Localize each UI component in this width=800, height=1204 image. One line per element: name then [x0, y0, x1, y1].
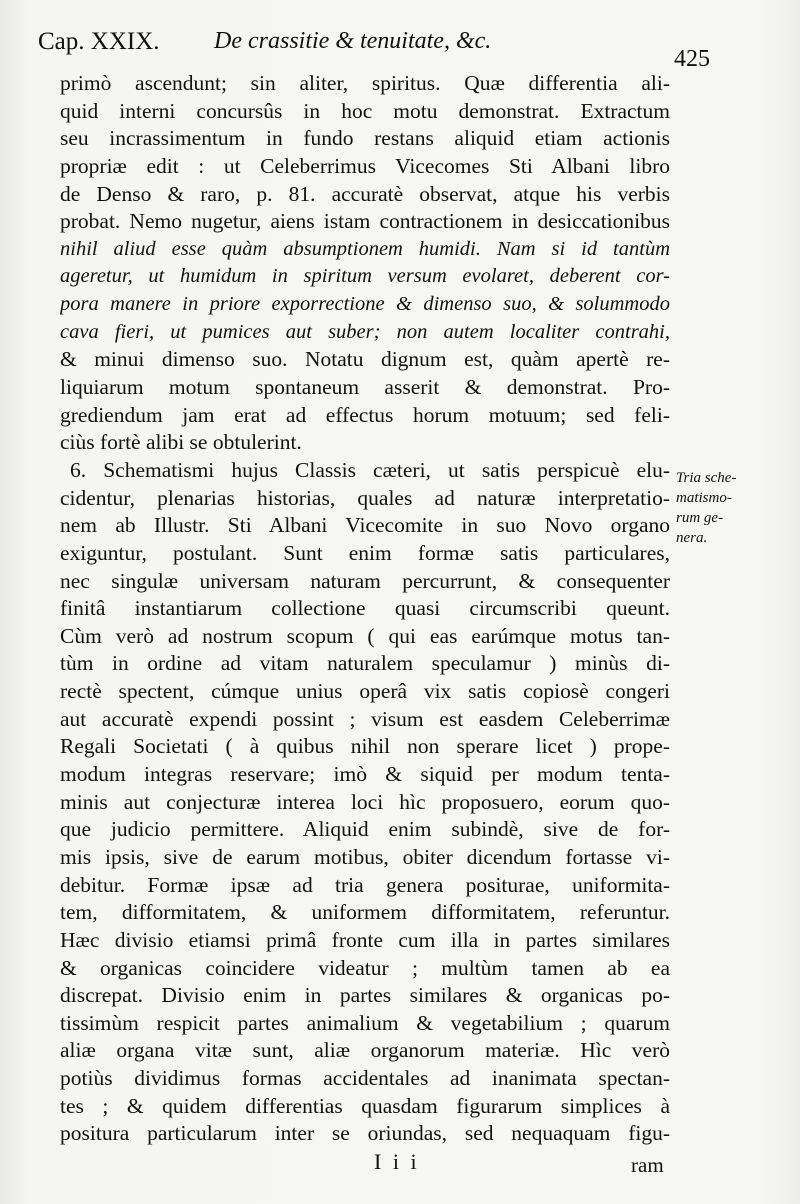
text-line: Cùm verò ad nostrum scopum ( qui eas earúmque motus tan-: [60, 623, 670, 648]
margin-note-line: matismo-: [676, 490, 732, 506]
chapter-label: Cap. XXIX.: [38, 28, 160, 55]
text-line: que judicio permittere. Aliquid enim subindè, sive de for-: [60, 817, 670, 842]
page-footer: [0, 1149, 800, 1179]
catchword: ram: [631, 1153, 664, 1177]
text-line: 6. Schematismi hujus Classis cæteri, ut satis perspicuè elu-: [70, 457, 670, 482]
body-text: [60, 70, 670, 1148]
text-line: modum integras reservare; imò & siquid per modum tenta-: [60, 762, 670, 787]
text-line: probat. Nemo nugetur, aiens istam contractionem in desiccationibus: [60, 209, 670, 234]
text-line: aut accuratè expendi possint ; visum est easdem Celeberrimæ: [60, 706, 670, 731]
text-line: Regali Societati ( à quibus nihil non sperare licet ) prope-: [60, 734, 670, 759]
text-line: tissimùm respicit partes animalium & vegetabilium ; quarum: [60, 1010, 670, 1035]
text-line: grediendum jam erat ad effectus horum motuum; sed feli-: [60, 402, 670, 427]
text-line: cidentur, plenarias historias, quales ad naturæ interpretatio-: [60, 485, 670, 510]
text-line: exiguntur, postulant. Sunt enim formæ satis particulares,: [60, 540, 670, 565]
text-line: quid interni concursûs in hoc motu demonstrat. Extractum: [60, 98, 670, 123]
running-title: De crassitie & tenuitate, &c.: [214, 28, 492, 54]
text-line: propriæ edit : ut Celeberrimus Vicecomes Sti Albani libro: [60, 153, 670, 178]
text-line: debitur. Formæ ipsæ ad tria genera positurae, uniformita-: [60, 872, 670, 897]
text-line: seu incrassimentum in fundo restans aliquid etiam actionis: [60, 126, 670, 151]
text-line: minis aut conjecturæ interea loci hìc proposuero, eorum quo-: [60, 789, 670, 814]
text-line: ciùs fortè alibi se obtulerint.: [60, 430, 302, 455]
text-line: potiùs dividimus formas accidentales ad inanimata spectan-: [60, 1066, 670, 1091]
text-line: primò ascendunt; sin aliter, spiritus. Quæ differentia ali-: [60, 71, 670, 95]
text-line: & organicas coincidere videatur ; multùm tamen ab ea: [60, 955, 670, 980]
margin-note-line: rum ge-: [676, 510, 724, 526]
text-line: liquiarum motum spontaneum asserit & demonstrat. Pro-: [60, 375, 670, 400]
text-line: tùm in ordine ad vitam naturalem speculamur ) minùs di-: [60, 651, 670, 676]
text-line: pora manere in priore exporrectione & dimenso suo, & solummodo: [60, 293, 670, 316]
text-line: ageretur, ut humidum in spiritum versum evolaret, deberent cor-: [60, 265, 670, 288]
text-line: positura particularum inter se oriundas, sed nequaquam figu-: [60, 1121, 670, 1146]
margin-note: [676, 468, 771, 548]
page-number: 425: [674, 46, 710, 72]
margin-note-line: Tria sche-: [676, 470, 737, 486]
signature-mark: I i i: [374, 1149, 420, 1174]
text-line: de Denso & raro, p. 81. accuratè observat, atque his verbis: [60, 181, 670, 206]
text-line: rectè spectent, cúmque unius operâ vix satis copiosè congeri: [60, 679, 670, 704]
text-line: nem ab Illustr. Sti Albani Vicecomite in suo Novo organo: [60, 513, 670, 538]
text-line: finitâ instantiarum collectione quasi circumscribi queunt.: [60, 596, 670, 621]
text-line: mis ipsis, sive de earum motibus, obiter dicendum fortasse vi-: [60, 844, 670, 869]
text-line: discrepat. Divisio enim in partes similares & organicas po-: [60, 983, 670, 1008]
text-line: tem, difformitatem, & uniformem difformitatem, referuntur.: [60, 900, 670, 925]
text-line: & minui dimenso suo. Notatu dignum est, quàm apertè re-: [60, 347, 670, 372]
text-line: tes ; & quidem differentias quasdam figurarum simplices à: [60, 1093, 670, 1118]
text-line: Hæc divisio etiamsi primâ fronte cum illa in partes similares: [60, 927, 670, 952]
text-line: nihil aliud esse quàm absumptionem humidi. Nam si id tantùm: [60, 237, 670, 260]
text-line: aliæ organa vitæ sunt, aliæ organorum materiæ. Hìc verò: [60, 1038, 670, 1063]
text-line: cava fieri, ut pumices aut suber; non autem localiter contrahi,: [60, 320, 670, 343]
text-line: nec singulæ universam naturam percurrunt, & consequenter: [60, 568, 670, 593]
margin-note-line: nera.: [676, 530, 708, 546]
running-header: [38, 22, 710, 72]
